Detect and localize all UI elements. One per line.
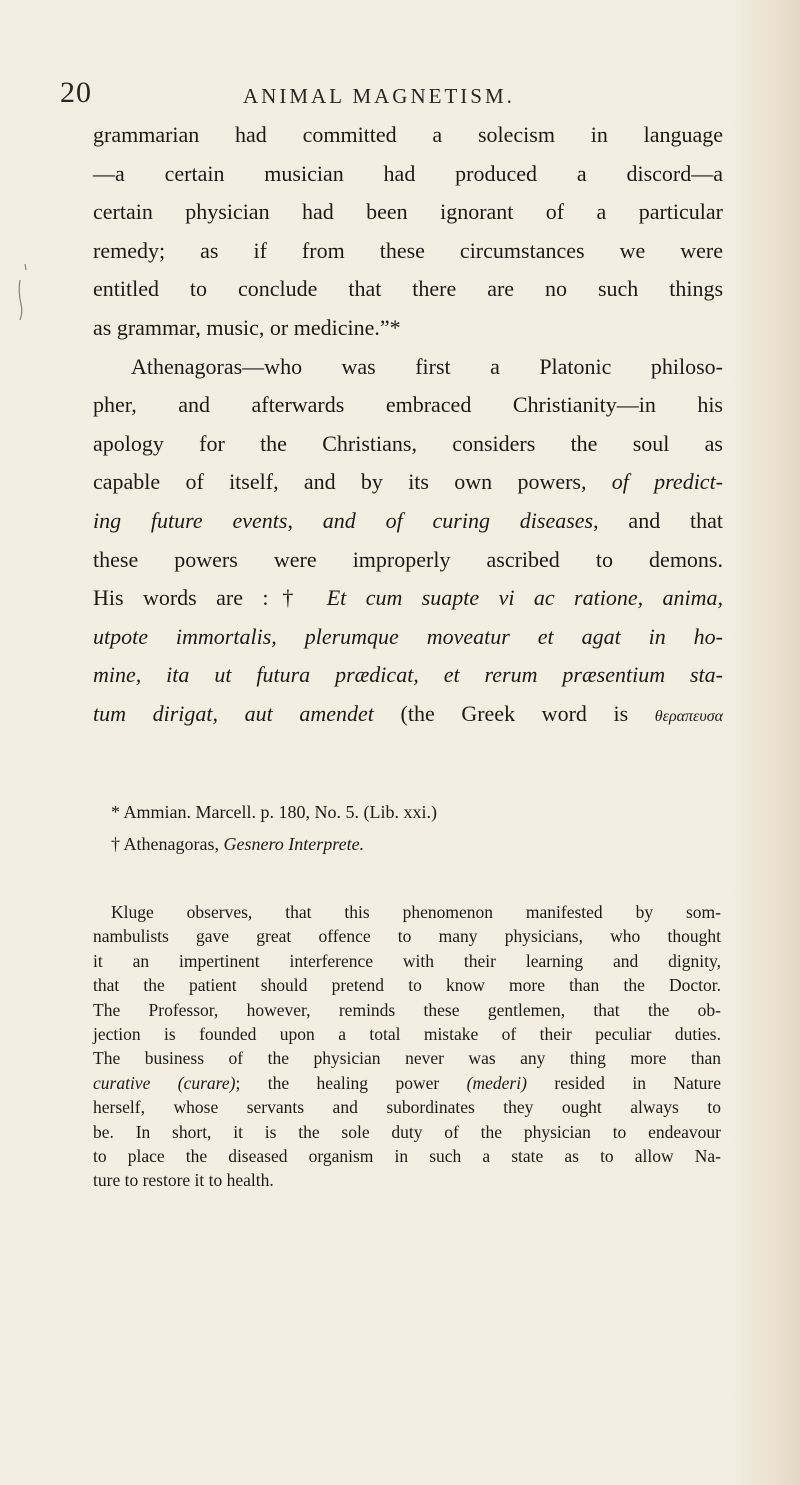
note-line: herself, whose servants and subordinates they ought always to xyxy=(93,1097,721,1118)
text-line: —a certain musician had produced a discord—a xyxy=(93,160,723,186)
note-line: nambulists gave great offence to many physicians, who thought xyxy=(93,926,721,947)
note-line: The business of the physician never was any thing more than xyxy=(93,1048,721,1069)
text-line: tum dirigat, aut amendet (the Greek word is θεραπευσα xyxy=(93,700,723,726)
note-line: that the patient should pretend to know more than the Doctor. xyxy=(93,975,721,996)
note-line: to place the diseased organism in such a state as to allow Na- xyxy=(93,1146,721,1167)
note-line: it an impertinent interference with their learning and dignity, xyxy=(93,950,721,971)
text-line: Athenagoras—who was first a Platonic philoso- xyxy=(131,353,723,379)
page-number: 20 xyxy=(60,76,92,109)
note-line: The Professor, however, reminds these gentlemen, that the ob- xyxy=(93,999,721,1020)
footnote-athenagoras: † Athenagoras, Gesnero Interprete. xyxy=(111,834,365,854)
running-head: ANIMAL MAGNETISM. xyxy=(243,84,515,108)
text-line: mine, ita ut futura prædicat, et rerum præsentium sta- xyxy=(93,662,723,688)
text-line: ing future events, and of curing diseases, and that xyxy=(93,507,723,533)
page-edge-shadow xyxy=(730,0,800,1485)
text-line: certain physician had been ignorant of a particular xyxy=(93,199,723,225)
text-line: grammarian had committed a solecism in language xyxy=(93,122,723,147)
note-line: be. In short, it is the sole duty of the physician to endeavour xyxy=(93,1121,721,1142)
page-header xyxy=(0,76,800,116)
text-line: these powers were improperly ascribed to demons. xyxy=(93,546,723,572)
main-text xyxy=(93,116,723,737)
text-line: His words are :† Et cum suapte vi ac ratione, anima, xyxy=(93,585,723,611)
text-line: capable of itself, and by its own powers, of predict- xyxy=(93,469,724,495)
text-line: entitled to conclude that there are no such things xyxy=(93,276,723,302)
note-line: ture to restore it to health. xyxy=(93,1170,274,1191)
text-line: pher, and afterwards embraced Christianity—in his xyxy=(93,392,723,418)
kluge-note xyxy=(93,900,721,1193)
text-line: as grammar, music, or medicine.”* xyxy=(93,314,401,340)
text-line: remedy; as if from these circumstances we were xyxy=(93,237,723,263)
text-line: utpote immortalis, plerumque moveatur et agat in ho- xyxy=(93,623,723,649)
footnotes xyxy=(93,796,723,860)
note-line: Kluge observes, that this phenomenon manifested by som- xyxy=(111,902,721,922)
note-line: jection is founded upon a total mistake of their peculiar duties. xyxy=(93,1024,721,1045)
margin-pencil-mark xyxy=(16,262,30,322)
text-line: apology for the Christians, considers the soul as xyxy=(93,430,723,456)
note-line: curative (curare); the healing power (mederi) resided in Nature xyxy=(93,1072,722,1093)
footnote-ammianus: * Ammian. Marcell. p. 180, No. 5. (Lib. xxi.) xyxy=(111,802,437,822)
